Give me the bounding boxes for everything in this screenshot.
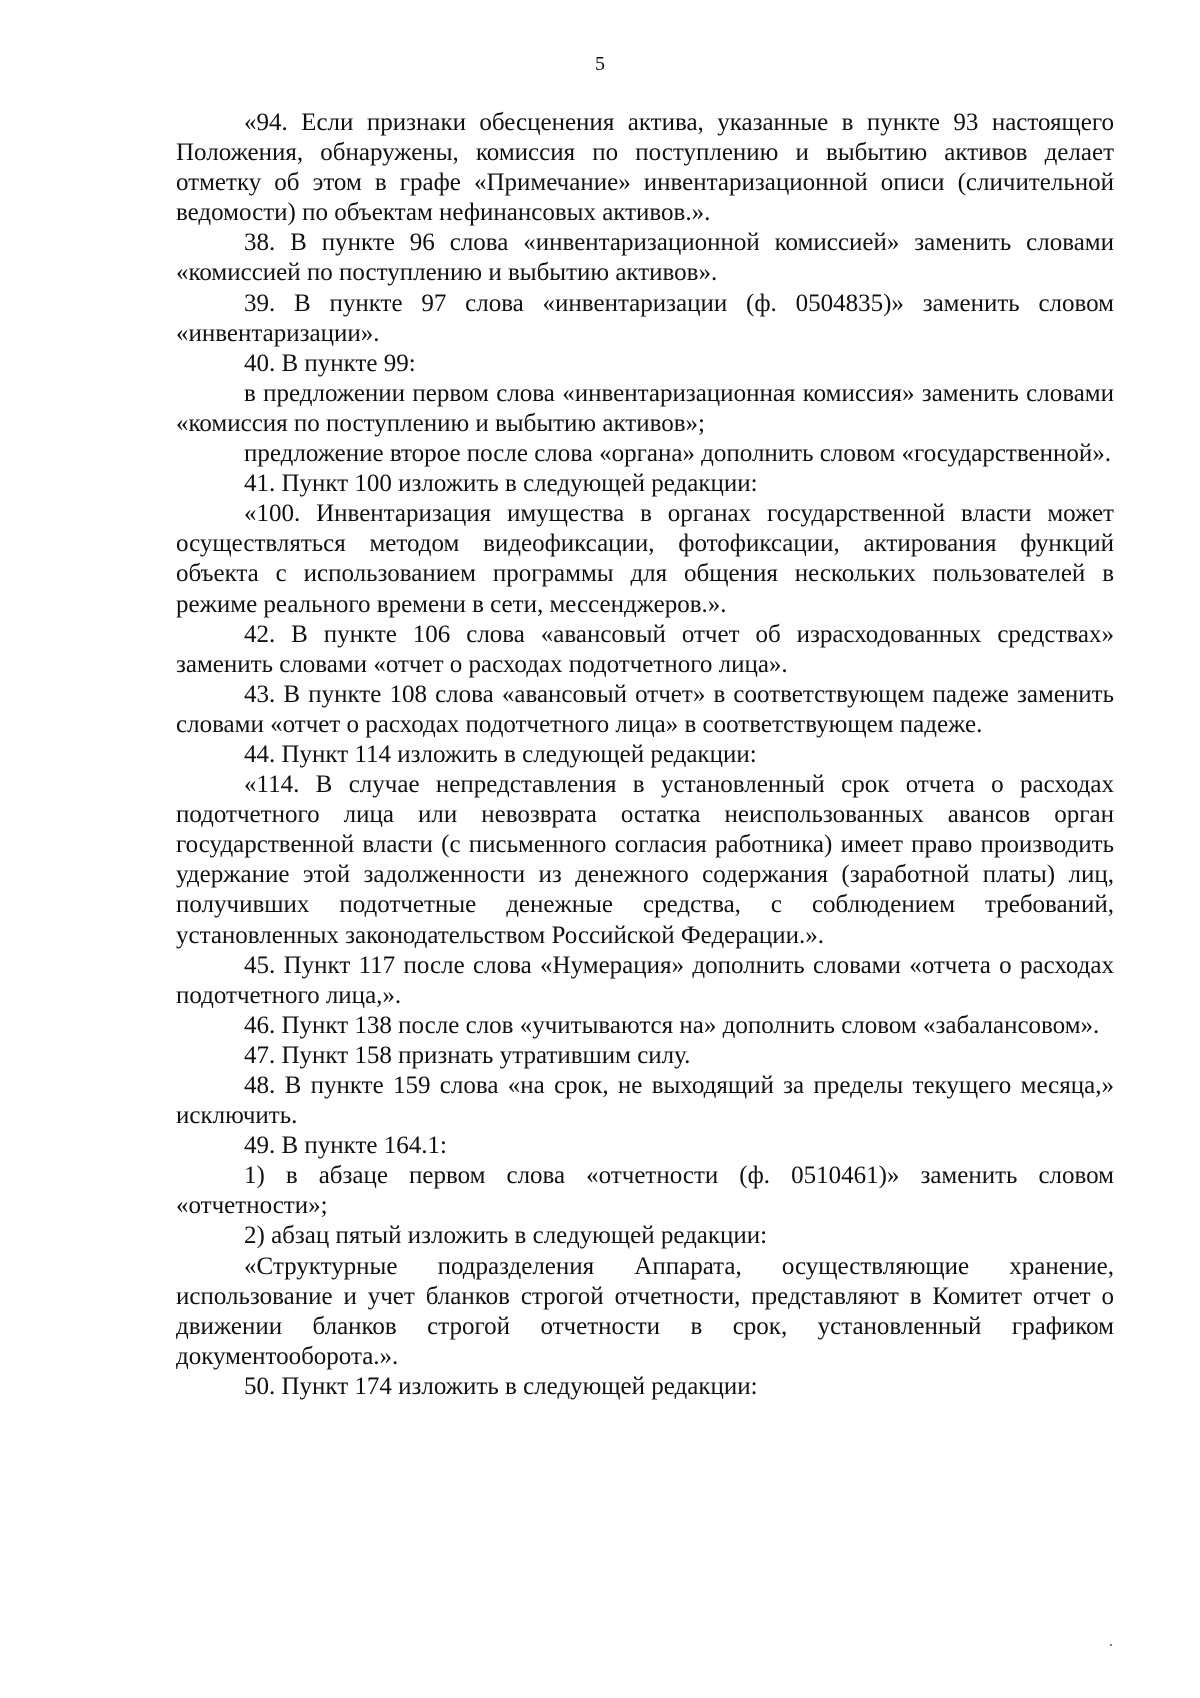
- paragraph: 43. В пункте 108 слова «авансовый отчет» в соответствующем падеже заменить словами «отчет о расходах подотчетного лица» в соответствующем падеже.: [176, 680, 1114, 738]
- paragraph: предложение второе после слова «органа» дополнить словом «государственной».: [244, 440, 1111, 468]
- paragraph: «114. В случае непредставления в установленный срок отчета о расходах подотчетного лица или невозврата остатка неиспользованных авансов орган государственной власти (с письменного согласия работника) имеет право производить удержание этой задолженности из денежного содержания (заработной платы) лиц, получивших подотчетные денежные средства, с соблюдением требований, установленных законодательством Российской Федерации.».: [176, 771, 1114, 949]
- paragraph: 44. Пункт 114 изложить в следующей редакции:: [244, 740, 757, 768]
- paragraph: 47. Пункт 158 признать утратившим силу.: [244, 1041, 691, 1069]
- paragraph: 39. В пункте 97 слова «инвентаризации (ф. 0504835)» заменить словом «инвентаризации».: [176, 289, 1114, 347]
- paragraph: 38. В пункте 96 слова «инвентаризационной комиссией» заменить словами «комиссией по поступлению и выбытию активов».: [176, 229, 1114, 287]
- paragraph: 49. В пункте 164.1:: [244, 1132, 447, 1160]
- paragraph: 45. Пункт 117 после слова «Нумерация» дополнить словами «отчета о расходах подотчетного лица,».: [176, 951, 1114, 1009]
- paragraph: 46. Пункт 138 после слов «учитываются на» дополнить словом «забалансовом».: [244, 1011, 1100, 1039]
- paragraph: 42. В пункте 106 слова «авансовый отчет об израсходованных средствах» заменить словами «отчет о расходах подотчетного лица».: [176, 620, 1114, 678]
- paragraph: «94. Если признаки обесценения актива, указанные в пункте 93 настоящего Положения, обнаружены, комиссия по поступлению и выбытию активов делает отметку об этом в графе «Примечание» инвентаризационной описи (сличительной ведомости) по объектам нефинансовых активов.».: [176, 109, 1114, 227]
- paragraph: 48. В пункте 159 слова «на срок, не выходящий за пределы текущего месяца,» исключить.: [176, 1072, 1114, 1130]
- paragraph: 50. Пункт 174 изложить в следующей редакции:: [244, 1372, 758, 1400]
- paragraph: «Структурные подразделения Аппарата, осуществляющие хранение, использование и учет бланков строгой отчетности, представляют в Комитет отчет о движении бланков строгой отчетности в срок, установленный графиком документооборота.».: [176, 1252, 1114, 1370]
- scan-speck: [1110, 1644, 1112, 1646]
- paragraph: в предложении первом слова «инвентаризационная комиссия» заменить словами «комиссия по поступлению и выбытию активов»;: [176, 379, 1114, 437]
- page-number: 5: [595, 53, 605, 75]
- paragraph: 40. В пункте 99:: [244, 349, 416, 377]
- paragraph: 1) в абзаце первом слова «отчетности (ф. 0510461)» заменить словом «отчетности»;: [176, 1162, 1114, 1220]
- paragraph: 2) абзац пятый изложить в следующей редакции:: [244, 1222, 768, 1250]
- document-body: [176, 108, 1114, 1402]
- paragraph: «100. Инвентаризация имущества в органах государственной власти может осуществляться методом видеофиксации, фотофиксации, актирования функций объекта с использованием программы для общения нескольких пользователей в режиме реального времени в сети, мессенджеров.».: [176, 500, 1114, 618]
- paragraph: 41. Пункт 100 изложить в следующей редакции:: [244, 470, 758, 498]
